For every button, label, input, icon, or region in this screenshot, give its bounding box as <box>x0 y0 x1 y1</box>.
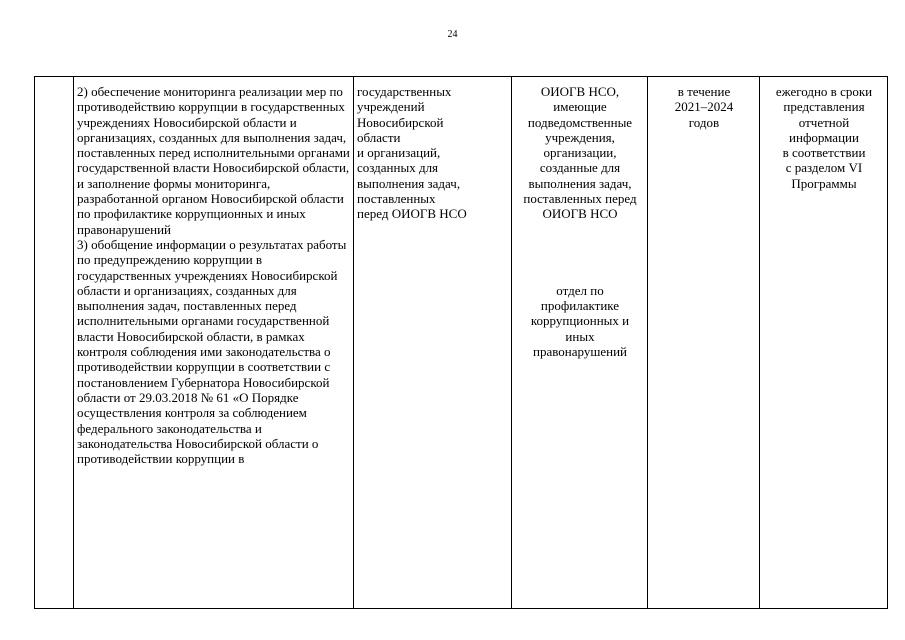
text-line: в соответствии <box>782 145 866 161</box>
text-line: отчетной <box>798 114 850 130</box>
page-number: 24 <box>447 29 458 40</box>
text-line: выполнения задач, <box>357 175 461 191</box>
measure-cell <box>74 77 354 609</box>
text-line: ОИОГВ НСО <box>542 206 618 222</box>
executor-primary <box>515 84 645 222</box>
text-line: учреждений <box>357 99 425 115</box>
text-line: иных <box>565 328 595 344</box>
executor-gap <box>515 222 645 283</box>
text-line: 2021–2024 <box>674 99 734 115</box>
text-line: правонарушений <box>533 343 627 359</box>
text-line: Программы <box>791 175 857 191</box>
text-line: ОИОГВ НСО, <box>540 84 620 99</box>
period-text <box>651 84 757 130</box>
text-line: годов <box>688 114 720 130</box>
measure-item-2: 2) обеспечение мониторинга реализации мер по противодействию коррупции в государственных учреждениях Новосибирской области и организациях, созданных для выполнения задач, поставленных перед исполнительными органами государственной власти Новосибирской области, и заполнение формы мониторинга, разработанной органом Новосибирской области по профилактике коррупционных и иных правонарушений <box>77 84 350 237</box>
text-line: государственных <box>357 84 452 99</box>
executor-secondary <box>515 283 645 359</box>
executor-cell <box>512 77 648 609</box>
row-number-cell <box>35 77 74 609</box>
text-line: в течение <box>677 84 731 99</box>
plan-table <box>34 76 888 609</box>
text-line: профилактике <box>540 297 620 313</box>
text-line: с разделом VI <box>785 160 863 176</box>
text-line: отдел по <box>556 282 604 298</box>
reporting-text <box>763 84 885 191</box>
table-row <box>35 77 888 609</box>
text-line: организации, <box>543 145 617 161</box>
text-line: выполнения задач, <box>528 175 632 191</box>
text-line: представления <box>783 99 865 115</box>
target-text <box>357 84 509 222</box>
text-line: созданные для <box>539 160 621 176</box>
text-line: Новосибирской <box>357 114 444 130</box>
period-cell <box>648 77 760 609</box>
text-line: ежегодно в сроки <box>775 84 873 99</box>
text-line: имеющие <box>553 99 607 115</box>
text-line: и организаций, <box>357 145 441 161</box>
text-line: поставленных перед <box>523 191 637 207</box>
text-line: коррупционных и <box>530 313 630 329</box>
reporting-cell <box>760 77 888 609</box>
text-line: информации <box>789 129 859 145</box>
text-line: перед ОИОГВ НСО <box>357 206 467 222</box>
target-cell <box>354 77 512 609</box>
text-line: поставленных <box>357 191 436 207</box>
text-line: созданных для <box>357 160 439 176</box>
text-line: области <box>357 129 401 145</box>
text-line: подведомственные <box>527 114 633 130</box>
text-line: учреждения, <box>545 129 615 145</box>
measure-item-3: 3) обобщение информации о результатах работы по предупреждению коррупции в государственных учреждениях Новосибирской области и организациях, созданных для выполнения задач, поставленных перед исполнительными органами государственной власти Новосибирской области, в рамках контроля соблюдения ими законодательства о противодействии коррупции в соответствии с постановлением Губернатора Новосибирской области от 29.03.2018 № 61 «О Порядке осуществления контроля за соблюдением федерального законодательства и законодательства Новосибирской области о противодействии коррупции в <box>77 236 347 467</box>
